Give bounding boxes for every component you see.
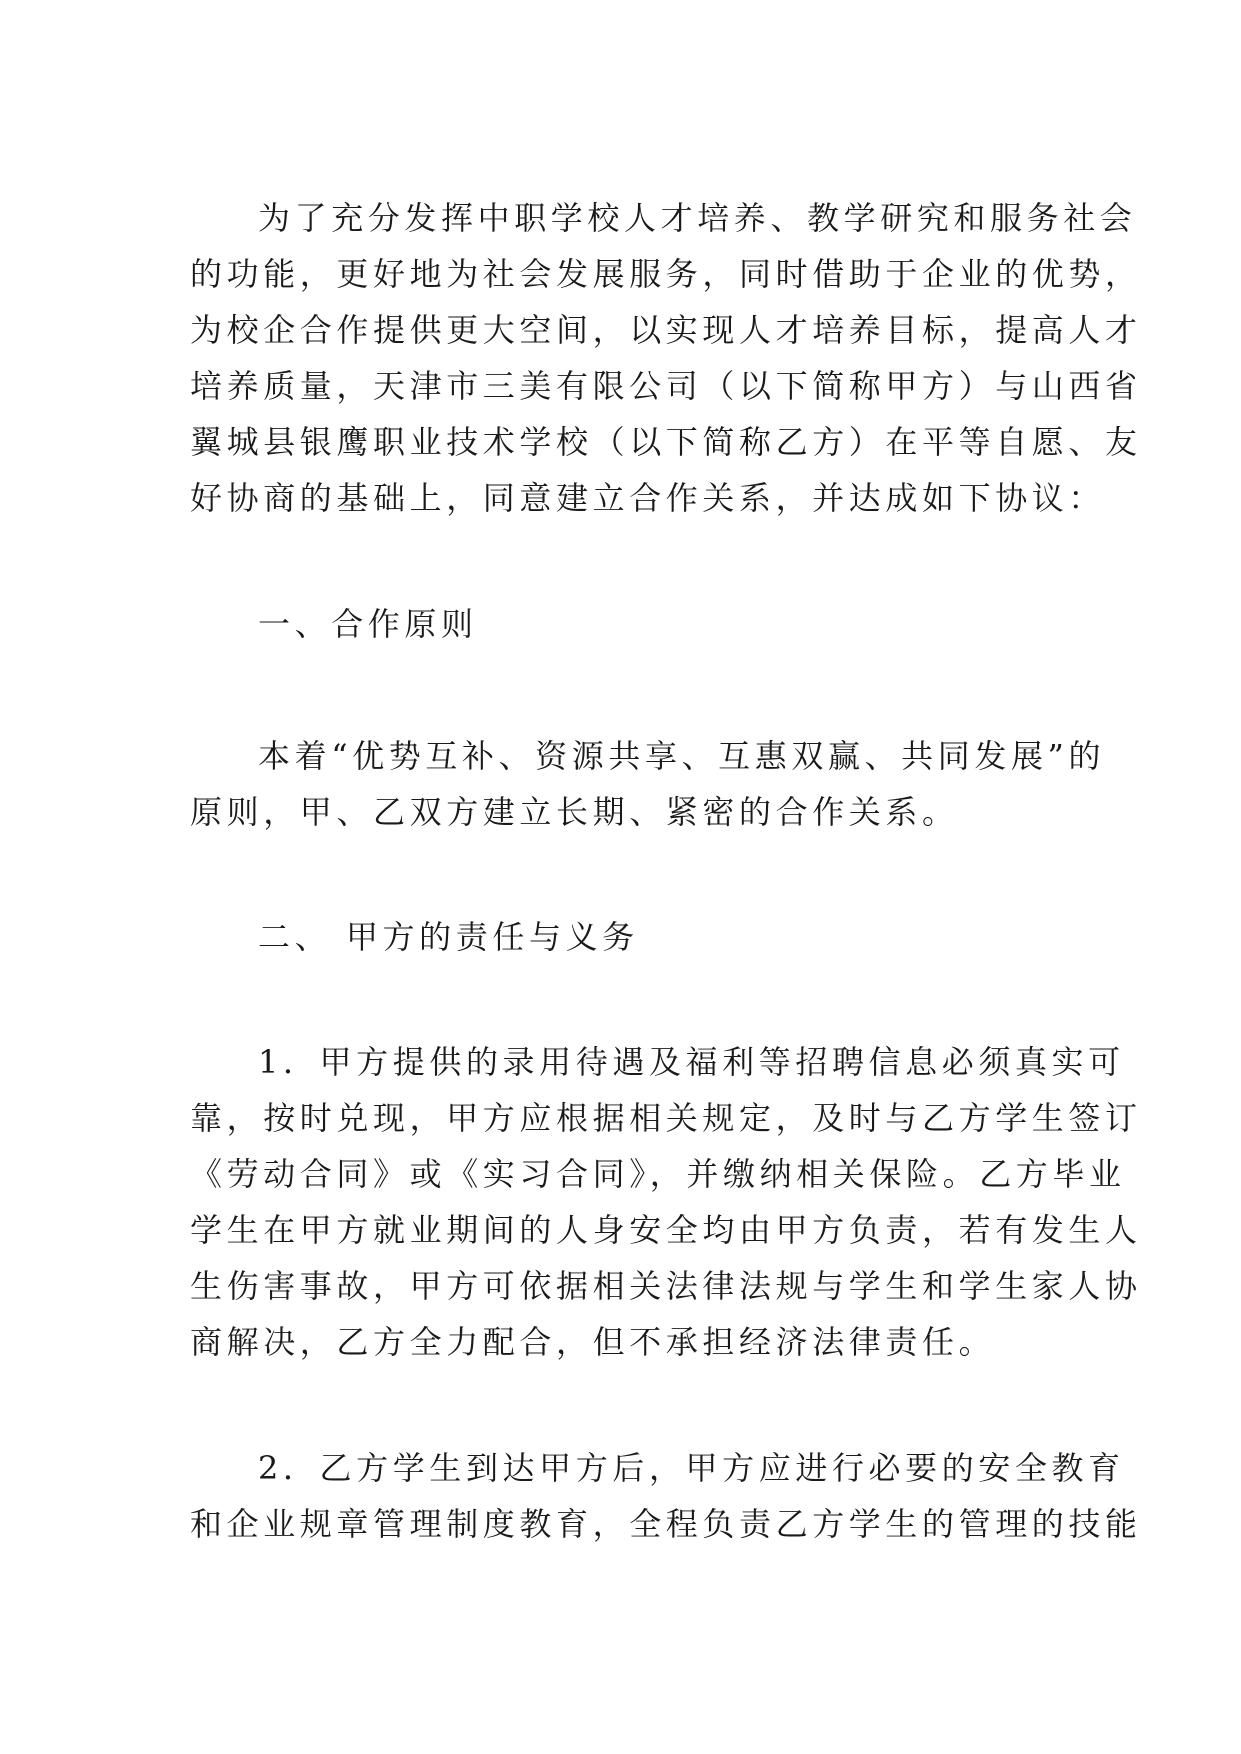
intro-line-2: 的功能，更好地为社会发展服务，同时借助于企业的优势， — [190, 255, 1142, 293]
intro-line-6: 好协商的基础上，同意建立合作关系，并达成如下协议： — [190, 479, 1106, 517]
item1-line-3: 《劳动合同》或《实习合同》，并缴纳相关保险。乙方毕业 — [190, 1155, 1126, 1193]
item1-line-2: 靠，按时兑现，甲方应根据相关规定，及时与乙方学生签订 — [190, 1099, 1142, 1137]
item1-line-4: 学生在甲方就业期间的人身安全均由甲方负责，若有发生人 — [190, 1211, 1142, 1249]
intro-line-1: 为了充分发挥中职学校人才培养、教学研究和服务社会 — [258, 199, 1137, 237]
item2-line-1: 2．乙方学生到达甲方后，甲方应进行必要的安全教育 — [258, 1449, 1125, 1487]
item1-line-5: 生伤害事故，甲方可依据相关法律法规与学生和学生家人协 — [190, 1267, 1142, 1305]
section1-line-1: 本着“优势互补、资源共享、互惠双赢、共同发展”的 — [258, 737, 1106, 775]
section-heading-principles: 一、合作原则 — [258, 605, 478, 643]
item1-line-1: 1．甲方提供的录用待遇及福利等招聘信息必须真实可 — [258, 1043, 1125, 1081]
intro-line-5: 翼城县银鹰职业技术学校（以下简称乙方）在平等自愿、友 — [190, 423, 1142, 461]
section-heading-party-a-duties: 二、 甲方的责任与义务 — [258, 918, 639, 956]
item2-line-2: 和企业规章管理制度教育，全程负责乙方学生的管理的技能 — [190, 1505, 1142, 1543]
section1-line-2: 原则，甲、乙双方建立长期、紧密的合作关系。 — [190, 793, 959, 831]
intro-line-4: 培养质量，天津市三美有限公司（以下简称甲方）与山西省 — [190, 367, 1142, 405]
intro-line-3: 为校企合作提供更大空间，以实现人才培养目标，提高人才 — [190, 311, 1142, 349]
item1-line-6: 商解决，乙方全力配合，但不承担经济法律责任。 — [190, 1323, 996, 1361]
